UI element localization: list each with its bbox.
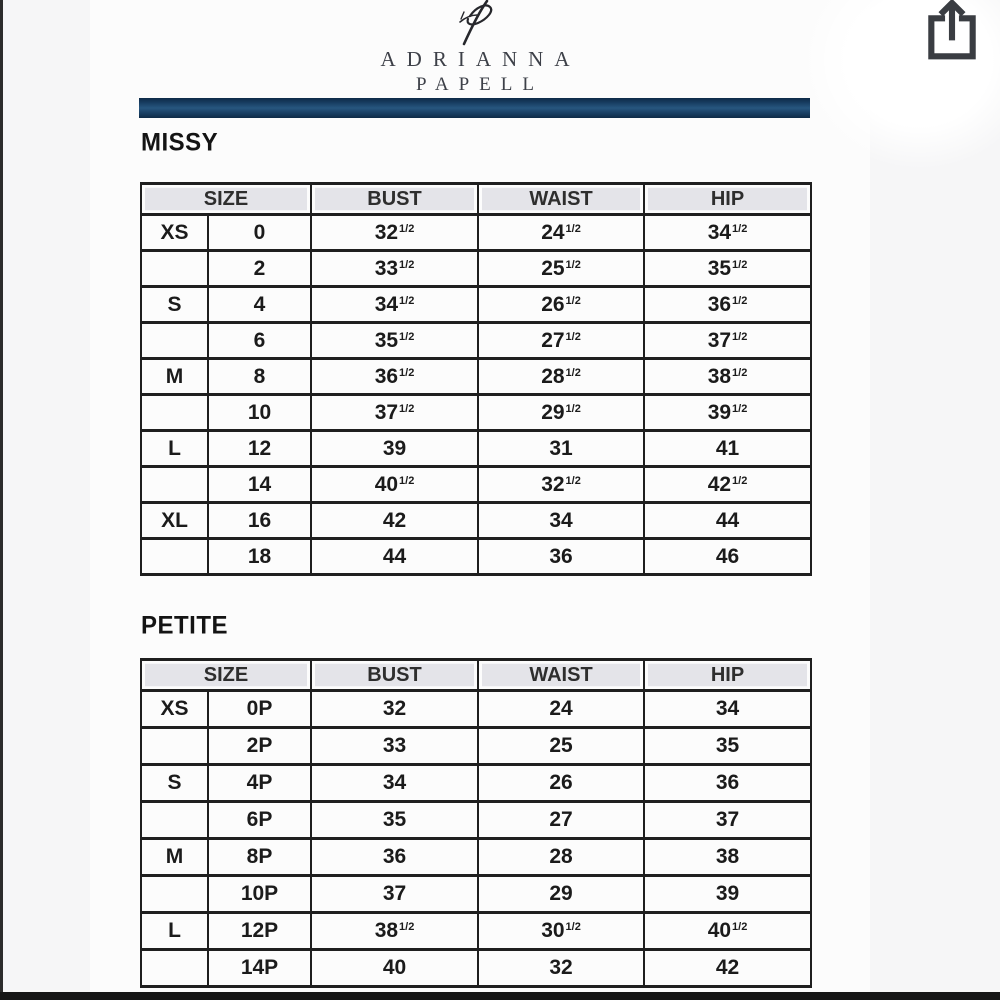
size-letter-cell — [141, 876, 208, 913]
hip-cell: 38 — [644, 839, 811, 876]
table-row — [141, 359, 811, 395]
hip-cell: 41 — [644, 431, 811, 467]
hip-cell: $39^{1/2}$ — [644, 395, 811, 431]
hip-cell: 46 — [644, 539, 811, 575]
bottom-edge-bar — [0, 992, 1000, 1000]
size-letter-cell: M — [141, 359, 208, 395]
fraction: 1/2 — [565, 474, 581, 487]
waist-cell: $24^{1/2}$ — [478, 215, 644, 251]
size-letter-cell: XS — [141, 691, 208, 728]
waist-cell: 26 — [478, 765, 644, 802]
waist-cell: $28^{1/2}$ — [478, 359, 644, 395]
table-row — [141, 876, 811, 913]
table-row — [141, 395, 811, 431]
size-number-cell: 14P — [208, 950, 311, 987]
size-letter-cell — [141, 251, 208, 287]
size-number-cell: 2 — [208, 251, 311, 287]
bust-cell: $32^{1/2}$ — [311, 215, 478, 251]
table-row — [141, 539, 811, 575]
hip-cell: $40^{1/2}$ — [644, 913, 811, 950]
bust-cell: 32 — [311, 691, 478, 728]
table-row — [141, 323, 811, 359]
bust-cell: 39 — [311, 431, 478, 467]
table-row — [141, 802, 811, 839]
missy-header-row — [141, 184, 811, 215]
size-letter-cell — [141, 395, 208, 431]
bust-cell: 36 — [311, 839, 478, 876]
waist-cell: 31 — [478, 431, 644, 467]
bust-cell: 34 — [311, 765, 478, 802]
share-icon — [920, 0, 984, 62]
brand-name-line2: PAPELL — [416, 74, 544, 95]
fraction: 1/2 — [399, 258, 415, 271]
fraction: 1/2 — [565, 222, 581, 235]
petite-size-table — [140, 658, 812, 988]
size-letter-cell — [141, 802, 208, 839]
waist-cell: $30^{1/2}$ — [478, 913, 644, 950]
share-button[interactable] — [920, 0, 984, 62]
size-number-cell: 4P — [208, 765, 311, 802]
size-number-cell: 12P — [208, 913, 311, 950]
size-letter-cell: L — [141, 913, 208, 950]
table-row — [141, 691, 811, 728]
missy-size-table — [140, 182, 812, 576]
fraction: 1/2 — [732, 222, 748, 235]
size-letter-cell: S — [141, 765, 208, 802]
size-column-header: SIZE — [141, 660, 311, 691]
table-row — [141, 467, 811, 503]
fraction: 1/2 — [565, 330, 581, 343]
size-number-cell: 10P — [208, 876, 311, 913]
waist-cell: $27^{1/2}$ — [478, 323, 644, 359]
waist-cell: 36 — [478, 539, 644, 575]
table-row — [141, 839, 811, 876]
fraction: 1/2 — [565, 921, 581, 933]
hip-cell: $42^{1/2}$ — [644, 467, 811, 503]
size-letter-cell — [141, 539, 208, 575]
size-letter-cell — [141, 323, 208, 359]
fraction: 1/2 — [399, 366, 415, 379]
bust-cell: $35^{1/2}$ — [311, 323, 478, 359]
table-row — [141, 950, 811, 987]
waist-cell: 34 — [478, 503, 644, 539]
size-letter-cell — [141, 728, 208, 765]
bust-cell: 33 — [311, 728, 478, 765]
size-number-cell: 8 — [208, 359, 311, 395]
size-number-cell: 0P — [208, 691, 311, 728]
size-letter-cell — [141, 950, 208, 987]
waist-cell: $32^{1/2}$ — [478, 467, 644, 503]
table-row — [141, 913, 811, 950]
fraction: 1/2 — [732, 258, 748, 271]
size-column-header: SIZE — [141, 184, 311, 215]
bust-cell: 44 — [311, 539, 478, 575]
hip-cell: 37 — [644, 802, 811, 839]
fraction: 1/2 — [732, 366, 748, 379]
hip-column-header: HIP — [644, 184, 811, 215]
size-number-cell: 12 — [208, 431, 311, 467]
brand-name-line1: ADRIANNA — [380, 47, 581, 71]
size-number-cell: 4 — [208, 287, 311, 323]
table-row — [141, 215, 811, 251]
bust-cell: $36^{1/2}$ — [311, 359, 478, 395]
hip-cell: $36^{1/2}$ — [644, 287, 811, 323]
bust-column-header: BUST — [311, 660, 478, 691]
table-row — [141, 431, 811, 467]
hip-cell: 35 — [644, 728, 811, 765]
brand-logo — [140, 0, 810, 96]
waist-cell: 28 — [478, 839, 644, 876]
fraction: 1/2 — [732, 330, 748, 343]
fraction: 1/2 — [565, 366, 581, 379]
bust-cell: $33^{1/2}$ — [311, 251, 478, 287]
bust-cell: 37 — [311, 876, 478, 913]
fraction: 1/2 — [399, 474, 415, 487]
petite-section-title: PETITE — [141, 611, 229, 640]
size-letter-cell: XS — [141, 215, 208, 251]
fraction: 1/2 — [565, 258, 581, 271]
fraction: 1/2 — [565, 294, 581, 307]
fraction: 1/2 — [399, 330, 415, 343]
bust-cell: $37^{1/2}$ — [311, 395, 478, 431]
bust-cell: 40 — [311, 950, 478, 987]
hip-cell: $35^{1/2}$ — [644, 251, 811, 287]
waist-cell: $25^{1/2}$ — [478, 251, 644, 287]
size-number-cell: 18 — [208, 539, 311, 575]
size-number-cell: 14 — [208, 467, 311, 503]
size-letter-cell: L — [141, 431, 208, 467]
size-number-cell: 0 — [208, 215, 311, 251]
waist-cell: 24 — [478, 691, 644, 728]
fraction: 1/2 — [732, 402, 748, 415]
waist-cell: 32 — [478, 950, 644, 987]
size-letter-cell: XL — [141, 503, 208, 539]
waist-cell: 27 — [478, 802, 644, 839]
table-row — [141, 765, 811, 802]
hip-cell: $38^{1/2}$ — [644, 359, 811, 395]
size-number-cell: 16 — [208, 503, 311, 539]
fraction: 1/2 — [732, 921, 748, 933]
waist-cell: $29^{1/2}$ — [478, 395, 644, 431]
size-letter-cell — [141, 467, 208, 503]
bust-cell: 35 — [311, 802, 478, 839]
hip-cell: 34 — [644, 691, 811, 728]
table-row — [141, 251, 811, 287]
waist-cell: 29 — [478, 876, 644, 913]
size-number-cell: 6 — [208, 323, 311, 359]
hip-cell: $37^{1/2}$ — [644, 323, 811, 359]
hip-cell: 44 — [644, 503, 811, 539]
size-number-cell: 6P — [208, 802, 311, 839]
bust-column-header: BUST — [311, 184, 478, 215]
missy-section-title: MISSY — [141, 128, 219, 157]
fraction: 1/2 — [732, 474, 748, 487]
fraction: 1/2 — [399, 294, 415, 307]
size-number-cell: 10 — [208, 395, 311, 431]
table-row — [141, 287, 811, 323]
petite-header-row — [141, 660, 811, 691]
fraction: 1/2 — [399, 402, 415, 415]
size-letter-cell: S — [141, 287, 208, 323]
hip-column-header: HIP — [644, 660, 811, 691]
accent-bar — [139, 98, 810, 118]
fraction: 1/2 — [565, 402, 581, 415]
table-row — [141, 728, 811, 765]
fraction: 1/2 — [399, 921, 415, 933]
fraction: 1/2 — [399, 222, 415, 235]
size-letter-cell: M — [141, 839, 208, 876]
bust-cell: $38^{1/2}$ — [311, 913, 478, 950]
bust-cell: $40^{1/2}$ — [311, 467, 478, 503]
hip-cell: 36 — [644, 765, 811, 802]
hip-cell: 39 — [644, 876, 811, 913]
size-number-cell: 2P — [208, 728, 311, 765]
hip-cell: $34^{1/2}$ — [644, 215, 811, 251]
brand-monogram-icon — [440, 0, 510, 46]
hip-cell: 42 — [644, 950, 811, 987]
waist-column-header: WAIST — [478, 184, 644, 215]
waist-cell: 25 — [478, 728, 644, 765]
waist-cell: $26^{1/2}$ — [478, 287, 644, 323]
size-number-cell: 8P — [208, 839, 311, 876]
bust-cell: $34^{1/2}$ — [311, 287, 478, 323]
table-row — [141, 503, 811, 539]
left-edge-border — [0, 0, 3, 992]
fraction: 1/2 — [732, 294, 748, 307]
bust-cell: 42 — [311, 503, 478, 539]
waist-column-header: WAIST — [478, 660, 644, 691]
